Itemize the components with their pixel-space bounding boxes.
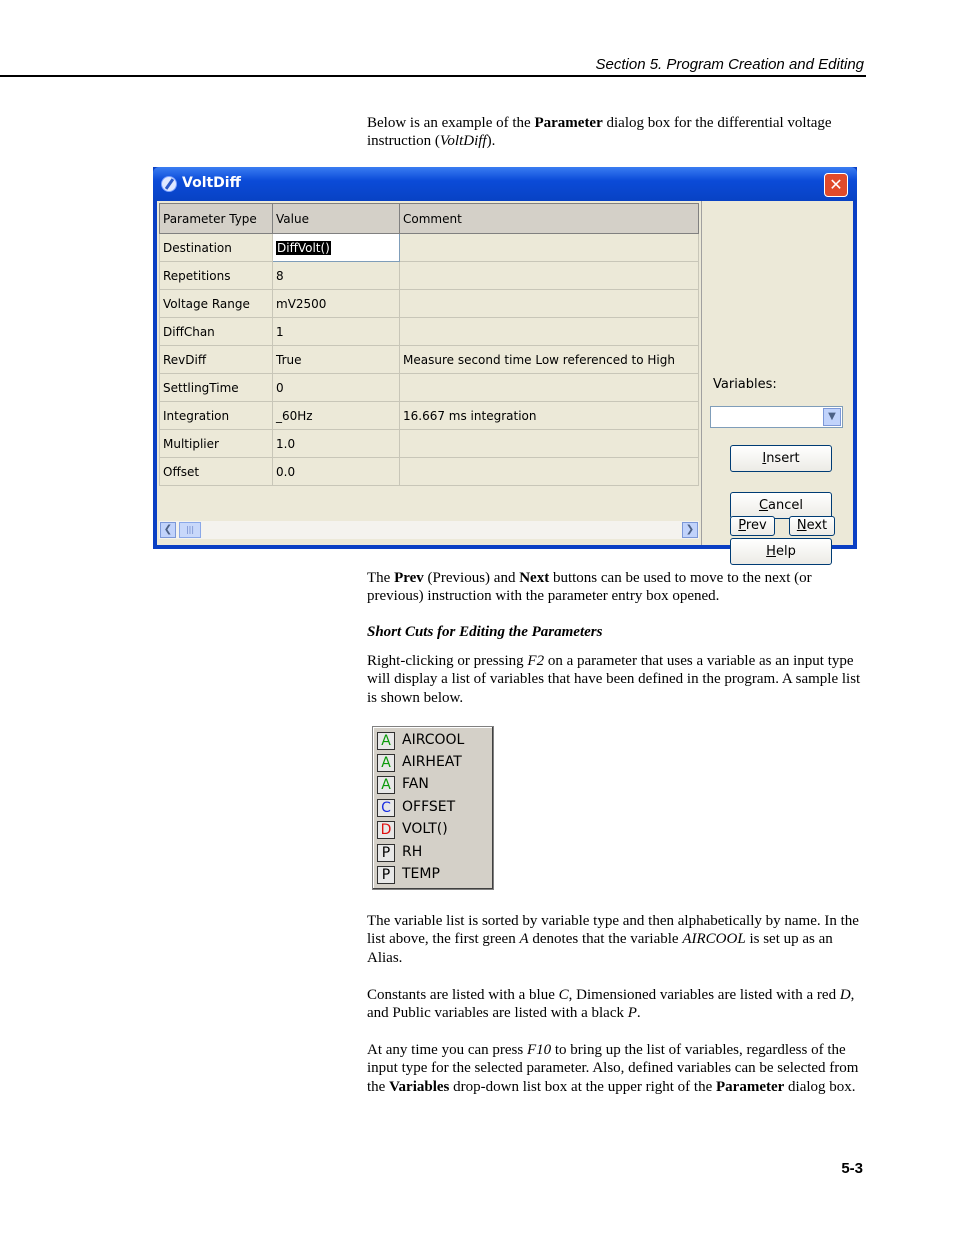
column-header-comment[interactable]: Comment <box>400 204 699 234</box>
table-row[interactable] <box>160 262 699 290</box>
table-row[interactable] <box>160 346 699 374</box>
chevron-left-icon: ❮ <box>163 524 173 535</box>
table-row[interactable] <box>160 458 699 486</box>
variable-name: AIRHEAT <box>402 754 462 770</box>
list-item[interactable] <box>377 865 489 885</box>
parameter-grid-area <box>157 201 702 545</box>
value-cell[interactable]: 1 <box>273 318 400 346</box>
value-cell[interactable]: mV2500 <box>273 290 400 318</box>
horizontal-scrollbar[interactable] <box>159 521 699 539</box>
param-type-cell: Offset <box>160 458 273 486</box>
variable-name: TEMP <box>402 866 440 882</box>
dialog-titlebar <box>153 167 857 201</box>
list-item[interactable] <box>377 731 489 751</box>
grip-icon: ||| <box>185 525 195 534</box>
app-icon <box>161 176 177 192</box>
close-icon: ✕ <box>829 175 843 194</box>
value-cell[interactable]: 0.0 <box>273 458 400 486</box>
anytime-paragraph: At any time you can press F10 to bring up the list of variables, regardless of the input type for the selected parameter. Also, defined variables can be selected from the Variables drop-down list box at the upper right of the Parameter dialog box. <box>367 1042 859 1095</box>
variable-name: FAN <box>402 776 429 792</box>
parameter-grid <box>159 203 699 486</box>
alias-badge-icon: A <box>377 754 395 772</box>
scroll-left-button[interactable] <box>160 522 176 538</box>
comment-cell[interactable]: Measure second time Low referenced to High <box>400 346 699 374</box>
right-click-paragraph: Right-clicking or pressing F2 on a parameter that uses a variable as an input type will display a list of variables that have been defined in the program. A sample list is shown below. <box>367 653 861 706</box>
variable-name: RH <box>402 844 423 860</box>
column-header-parameter-type[interactable]: Parameter Type <box>160 204 273 234</box>
param-type-cell: Integration <box>160 402 273 430</box>
param-type-cell: DiffChan <box>160 318 273 346</box>
alias-badge-icon: A <box>377 732 395 750</box>
table-row[interactable] <box>160 290 699 318</box>
table-row[interactable] <box>160 374 699 402</box>
variable-name: OFFSET <box>402 799 456 815</box>
cancel-button[interactable]: Cancel <box>730 492 832 519</box>
selected-value-text[interactable]: DiffVolt() <box>277 240 330 255</box>
public-badge-icon: P <box>377 844 395 862</box>
param-type-cell: SettlingTime <box>160 374 273 402</box>
comment-cell[interactable] <box>400 430 699 458</box>
comment-cell[interactable] <box>400 234 699 262</box>
list-item[interactable] <box>377 820 489 840</box>
variable-list <box>372 726 494 890</box>
dialog-title: VoltDiff <box>182 175 241 191</box>
value-cell[interactable]: True <box>273 346 400 374</box>
comment-cell[interactable] <box>400 458 699 486</box>
value-edit-input[interactable] <box>273 234 400 262</box>
param-type-cell: Repetitions <box>160 262 273 290</box>
list-item[interactable] <box>377 843 489 863</box>
scroll-right-button[interactable] <box>682 522 698 538</box>
value-cell[interactable]: _60Hz <box>273 402 400 430</box>
help-button[interactable]: Help <box>730 538 832 565</box>
sorted-paragraph: The variable list is sorted by variable type and then alphabetically by name. In the list above, the first green A denotes that the variable AIRCOOL is set up as an Alias. <box>367 913 859 966</box>
table-row[interactable] <box>160 234 699 262</box>
page-header <box>0 55 866 77</box>
comment-cell[interactable] <box>400 374 699 402</box>
list-item[interactable] <box>377 798 489 818</box>
table-row[interactable] <box>160 402 699 430</box>
value-cell[interactable]: 0 <box>273 374 400 402</box>
intro-paragraph: Below is an example of the Parameter dialog box for the differential voltage instruction (VoltDiff). <box>367 115 832 150</box>
dropdown-button[interactable] <box>823 408 841 426</box>
value-cell[interactable]: 8 <box>273 262 400 290</box>
param-type-cell: Multiplier <box>160 430 273 458</box>
chevron-down-icon: ▼ <box>828 411 836 422</box>
dimensioned-badge-icon: D <box>377 821 395 839</box>
comment-cell[interactable] <box>400 290 699 318</box>
chevron-right-icon: ❯ <box>685 524 695 535</box>
close-button[interactable] <box>824 173 848 197</box>
comment-cell[interactable]: 16.667 ms integration <box>400 402 699 430</box>
public-badge-icon: P <box>377 866 395 884</box>
alias-badge-icon: A <box>377 776 395 794</box>
constants-paragraph: Constants are listed with a blue C, Dimensioned variables are listed with a red D, and Public variables are listed with a black P. <box>367 987 855 1022</box>
value-cell[interactable]: 1.0 <box>273 430 400 458</box>
param-type-cell: Destination <box>160 234 273 262</box>
shortcuts-heading: Short Cuts for Editing the Parameters <box>367 624 603 640</box>
comment-cell[interactable] <box>400 262 699 290</box>
table-row[interactable] <box>160 318 699 346</box>
scroll-thumb[interactable] <box>179 522 201 538</box>
table-row[interactable] <box>160 430 699 458</box>
dialog-client-area <box>157 201 853 559</box>
prev-button[interactable]: Prev <box>730 516 775 536</box>
constant-badge-icon: C <box>377 799 395 817</box>
insert-button[interactable]: Insert <box>730 445 832 472</box>
page-number: 5-3 <box>841 1160 863 1177</box>
list-item[interactable] <box>377 775 489 795</box>
voltdiff-dialog <box>153 167 857 559</box>
prev-next-paragraph: The Prev (Previous) and Next buttons can be used to move to the next (or previous) instruction with the parameter entry box opened. <box>367 570 812 605</box>
next-button[interactable]: Next <box>789 516 835 536</box>
grid-header-row <box>160 204 699 234</box>
comment-cell[interactable] <box>400 318 699 346</box>
variable-name: AIRCOOL <box>402 732 465 748</box>
section-title: Section 5. Program Creation and Editing <box>595 56 864 73</box>
variables-label: Variables: <box>713 377 777 392</box>
column-header-value[interactable]: Value <box>273 204 400 234</box>
variables-dropdown[interactable] <box>710 406 843 428</box>
list-item[interactable] <box>377 753 489 773</box>
param-type-cell: RevDiff <box>160 346 273 374</box>
param-type-cell: Voltage Range <box>160 290 273 318</box>
variable-name: VOLT() <box>402 821 448 837</box>
